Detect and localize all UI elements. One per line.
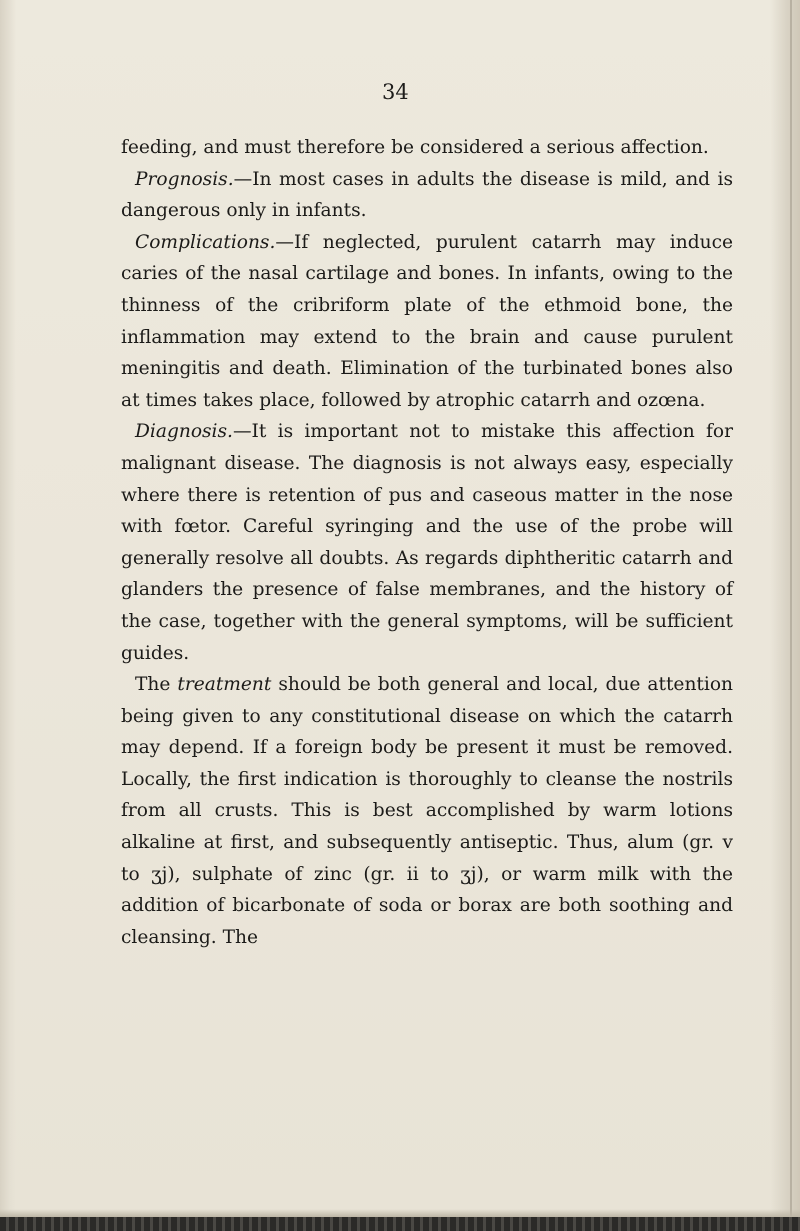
paragraph-prognosis [121,164,733,227]
page-right-edge [770,0,800,1231]
body-text [121,132,733,953]
text-complications: —If neglected, purulent catarrh may induce caries of the nasal cartilage and bones. In infants, owing to the thinness of the cribriform plate of the ethmoid bone, the inflammation may extend to the brain and cause purulent meningitis and death. Elimination of the turbinated bones also at times takes place, followed by atrophic catarrh and ozœna. [121,231,733,411]
paragraph-continuation: feeding, and must therefore be considered a serious affection. [121,137,709,158]
page-left-edge [0,0,16,1231]
text-diagnosis: —It is important not to mistake this affection for malignant disease. The diagnosis is not always easy, especially where there is retention of pus and caseous matter in the nose with fœtor. Careful syringing and the use of the probe will generally resolve all doubts. As regards diphtheritic catarrh and glanders the presence of false membranes, and the history of the case, together with the general symptoms, will be sufficient guides. [121,421,733,664]
heading-treatment: treatment [177,674,272,696]
text-prognosis: —In most cases in adults the disease is mild, and is dangerous only in infants. [121,168,733,222]
paragraph-treatment [121,669,733,953]
heading-complications: Complications. [135,231,276,253]
page-bottom-border [0,1217,800,1231]
page-number: 34 [382,80,409,104]
page-bottom-shadow [0,1209,800,1217]
heading-prognosis: Prognosis. [135,168,234,190]
page-binding-line [790,0,792,1231]
heading-diagnosis: Diagnosis. [135,421,233,443]
text-treatment: should be both general and local, due attention being given to any constitutional disease on which the catarrh may depend. If a foreign body be present it must be removed. Locally, the first indication is thoroughly to cleanse the nostrils from all crusts. This is best accomplished by warm lotions alkaline at first, and subsequently antiseptic. Thus, alum (gr. v to ʒj), sulphate of zinc (gr. ii to ʒj), or warm milk with the addition of bicarbonate of soda or borax are both soothing and cleansing. The [121,674,734,948]
text-treatment-lead: The [135,674,178,696]
paragraph-diagnosis [121,416,733,669]
paragraph-complications [121,227,733,417]
